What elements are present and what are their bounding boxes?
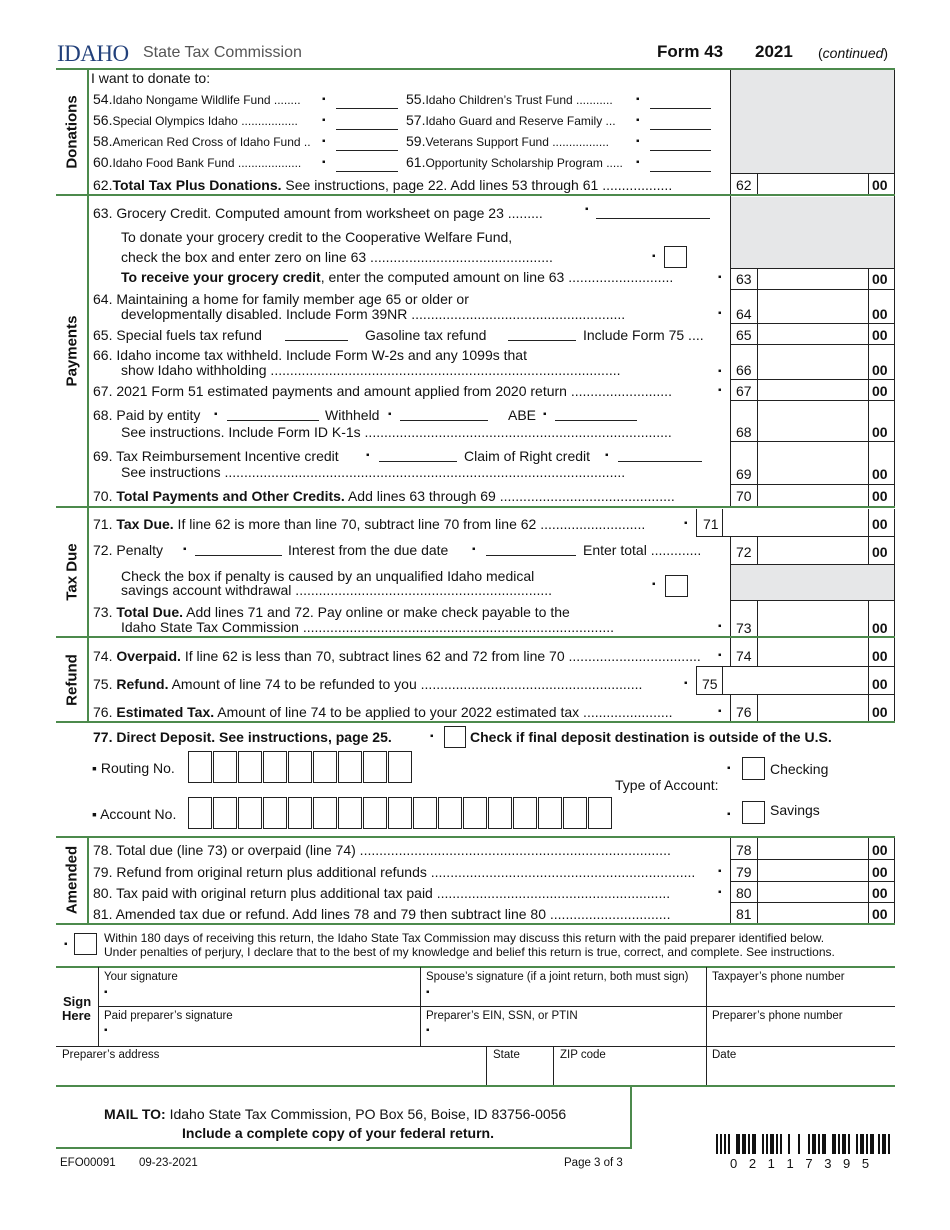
state-field[interactable]: [487, 1047, 553, 1085]
bullet: ▪: [183, 544, 187, 555]
col-line: [696, 509, 697, 536]
line-68-abe: ABE: [508, 407, 537, 423]
foreign-deposit-checkbox[interactable]: [444, 726, 466, 748]
line-68-cents: 00: [872, 424, 888, 440]
line-66-text2: show Idaho withholding ..........................................................................................: [121, 362, 621, 378]
line-63-amount[interactable]: [758, 269, 868, 289]
bullet: ▪: [718, 308, 722, 319]
preparer-discuss-checkbox[interactable]: [74, 933, 97, 955]
section-rule: [56, 506, 895, 508]
donation-60: 60.Idaho Food Bank Fund ...................: [93, 154, 302, 170]
agency-name: State Tax Commission: [143, 44, 302, 61]
bullet: ▪: [543, 409, 547, 420]
your-signature-label: Your signature: [104, 971, 178, 983]
line-71-cents: 00: [872, 516, 888, 532]
bullet: ▪: [605, 450, 609, 461]
col-line: [868, 509, 869, 536]
bullet: ▪: [727, 809, 731, 820]
line-67-text: 67. 2021 Form 51 estimated payments and amount applied from 2020 return ..........................: [93, 383, 672, 399]
bullet: ▪: [214, 409, 218, 420]
line-69-text2: See instructions .......................................................................................................: [121, 464, 626, 480]
donation-61-input[interactable]: [650, 170, 711, 172]
page-number: Page 3 of 3: [564, 1157, 623, 1169]
section-refund: Refund: [63, 654, 81, 706]
form-year: 2021: [755, 42, 793, 61]
form-code: EFO00091: [60, 1157, 116, 1169]
preparer-address-label: Preparer’s address: [62, 1049, 160, 1061]
donation-57: 57.Idaho Guard and Reserve Family ...: [406, 112, 616, 128]
col-line: [868, 638, 869, 722]
bullet: ▪: [636, 94, 640, 105]
line-65-gasoline: Gasoline tax refund: [365, 327, 487, 343]
routing-label: ▪ Routing No.: [92, 760, 175, 776]
tax-reimbursement-input[interactable]: [379, 460, 457, 462]
line-73-number: 73: [736, 620, 752, 636]
line-64-number: 64: [736, 306, 752, 322]
line-79-amount[interactable]: [758, 860, 868, 881]
bullet: ▪: [718, 866, 722, 877]
section-payments: Payments: [63, 315, 81, 387]
bullet: ▪: [727, 763, 731, 774]
col-line: [894, 70, 895, 194]
col-line: [894, 196, 895, 506]
line-64-amount[interactable]: [758, 290, 868, 322]
line-81-cents: 00: [872, 906, 888, 922]
preparer-phone-field[interactable]: [707, 1007, 895, 1046]
foreign-deposit-label: Check if final deposit destination is outside of the U.S.: [470, 729, 832, 745]
bullet: ▪: [322, 115, 326, 126]
line-69-claim: Claim of Right credit: [464, 448, 591, 464]
line-66-number: 66: [736, 362, 752, 378]
gray-area-donations: [731, 70, 894, 173]
col-line: [868, 174, 869, 194]
your-signature-field[interactable]: [99, 967, 420, 1006]
line-72-interest: Interest from the due date: [288, 542, 449, 558]
line-72-number: 72: [736, 544, 752, 560]
line-68-text2: See instructions. Include Form ID K-1s ...............................................................................: [121, 424, 672, 440]
donation-58-input[interactable]: [336, 149, 398, 151]
spouse-signature-label: Spouse’s signature (if a joint return, both must sign): [426, 971, 689, 983]
line-62-cents: 00: [872, 177, 888, 193]
donation-56: 56.Special Olympics Idaho .................: [93, 112, 298, 128]
line-72-cents: 00: [872, 544, 888, 560]
paid-by-entity-input[interactable]: [227, 419, 319, 421]
donation-54-input[interactable]: [336, 107, 398, 109]
col-line: [868, 536, 869, 564]
line-73-text: 73. Total Due. Add lines 71 and 72. Pay online or make check payable to the: [93, 604, 570, 620]
line-64-text2: developmentally disabled. Include Form 39NR .......................................................: [121, 306, 626, 322]
line-79-cents: 00: [872, 864, 888, 880]
donations-intro: I want to donate to:: [91, 70, 211, 86]
preparer-signature-field[interactable]: [99, 1007, 420, 1046]
donation-60-input[interactable]: [336, 170, 398, 172]
checking-label: Checking: [770, 761, 829, 777]
date-field[interactable]: [707, 1047, 895, 1085]
bullet: ▪: [652, 251, 656, 262]
penalty-input[interactable]: [195, 554, 282, 556]
line-63-cents: 00: [872, 271, 888, 287]
donation-57-input[interactable]: [650, 128, 711, 130]
donation-56-input[interactable]: [336, 128, 398, 130]
line-69-number: 69: [736, 466, 752, 482]
interest-input[interactable]: [486, 554, 576, 556]
line-62: 62.Total Tax Plus Donations. See instructions, page 22. Add lines 53 through 61 ..................: [93, 177, 673, 193]
line-75-amount[interactable]: [723, 667, 868, 694]
col-line: [730, 70, 731, 194]
hsa-penalty-checkbox[interactable]: [665, 575, 688, 597]
bullet: ▪: [322, 136, 326, 147]
line-78-number: 78: [736, 842, 752, 858]
section-tax-due: Tax Due: [63, 543, 81, 601]
col-line: [730, 196, 731, 506]
line-73-text2: Idaho State Tax Commission ................................................................................: [121, 619, 615, 635]
line-70-cents: 00: [872, 488, 888, 504]
withheld-input[interactable]: [400, 419, 488, 421]
checking-checkbox[interactable]: [742, 757, 765, 780]
col-line: [868, 600, 869, 637]
state-label: State: [493, 1049, 520, 1061]
line-75-cents: 00: [872, 676, 888, 692]
bullet: ▪: [636, 136, 640, 147]
mail-to-address: MAIL TO: Idaho State Tax Commission, PO Box 56, Boise, ID 83756-0056: [104, 1106, 567, 1122]
line-62-amount[interactable]: [758, 174, 868, 194]
line-80-text: 80. Tax paid with original return plus additional tax paid ............................................................: [93, 885, 671, 901]
bullet: ▪: [426, 987, 430, 998]
line-68-amount[interactable]: [758, 401, 868, 441]
line-78-amount[interactable]: [758, 839, 868, 859]
line-67-amount[interactable]: [758, 380, 868, 400]
line-74-amount[interactable]: [758, 638, 868, 666]
line-78-text: 78. Total due (line 73) or overpaid (line 74) ................................................................................: [93, 842, 671, 858]
bullet: ▪: [64, 939, 68, 950]
bullet: ▪: [718, 366, 722, 377]
line-67-number: 67: [736, 383, 752, 399]
section-rule: [56, 194, 895, 196]
bullet: ▪: [652, 579, 656, 590]
line-70-number: 70: [736, 488, 752, 504]
line-79-text: 79. Refund from original return plus additional refunds ....................................................................: [93, 864, 696, 880]
line-67-cents: 00: [872, 383, 888, 399]
line-80-number: 80: [736, 885, 752, 901]
col-line: [730, 638, 731, 666]
line-71-text: 71. Tax Due. If line 62 is more than line 70, subtract line 70 from line 62 ...........................: [93, 516, 646, 532]
line-74-number: 74: [736, 648, 752, 664]
taxpayer-phone-field[interactable]: [707, 967, 895, 1006]
account-type-label: Type of Account:: [615, 777, 719, 793]
preparer-note-1: Within 180 days of receiving this return, the Idaho State Tax Commission may discuss this return with the paid preparer identified below.: [104, 931, 825, 945]
preparer-ein-field[interactable]: [421, 1007, 706, 1046]
zip-field[interactable]: [554, 1047, 706, 1085]
section-divider: [87, 69, 89, 722]
mail-box-border: [630, 1086, 632, 1148]
line-70-amount[interactable]: [758, 485, 868, 505]
line-80-amount[interactable]: [758, 882, 868, 902]
section-rule: [56, 923, 895, 925]
line-66-text: 66. Idaho income tax withheld. Include Form W-2s and any 1099s that: [93, 347, 527, 363]
line-64-text: 64. Maintaining a home for family member age 65 or older or: [93, 291, 469, 307]
taxpayer-phone-label: Taxpayer’s phone number: [712, 971, 845, 983]
bullet: ▪: [636, 115, 640, 126]
line-74-text: 74. Overpaid. If line 62 is less than 70, subtract lines 62 and 72 from line 70 ..................................: [93, 648, 701, 664]
gasoline-input[interactable]: [508, 339, 576, 341]
account-label: ▪ Account No.: [92, 806, 177, 822]
section-divider-amended: [87, 837, 89, 923]
idaho-logo: IDAHO: [57, 41, 129, 66]
donation-55-input[interactable]: [650, 107, 711, 109]
line-72-amount[interactable]: [758, 537, 868, 564]
savings-checkbox[interactable]: [742, 801, 765, 824]
gray-area-grocery: [731, 197, 894, 268]
line-69-amount[interactable]: [758, 442, 868, 484]
routing-number-input[interactable]: [188, 751, 413, 783]
line-76-amount[interactable]: [758, 695, 868, 722]
bullet: ▪: [426, 1025, 430, 1036]
line-73-cents: 00: [872, 620, 888, 636]
grocery-computed-input[interactable]: [596, 217, 710, 219]
line-65-number: 65: [736, 327, 752, 343]
col-line: [696, 666, 697, 694]
date-label: Date: [712, 1049, 737, 1061]
line-70-text: 70. Total Payments and Other Credits. Add lines 63 through 69 .............................................: [93, 488, 675, 504]
section-donations: Donations: [63, 95, 81, 169]
bullet: ▪: [104, 1025, 108, 1036]
bullet: ▪: [718, 650, 722, 661]
line-63-number: 63: [736, 271, 752, 287]
special-fuels-input[interactable]: [285, 339, 348, 341]
line-68-number: 68: [736, 424, 752, 440]
bullet: ▪: [366, 450, 370, 461]
line-76-text: 76. Estimated Tax. Amount of line 74 to be applied to your 2022 estimated tax .......................: [93, 704, 673, 720]
line-74-cents: 00: [872, 648, 888, 664]
donation-59: 59.Veterans Support Fund .................: [406, 133, 609, 149]
line-63-receive-text: To receive your grocery credit, enter the computed amount on line 63 ...........................: [121, 269, 674, 285]
preparer-signature-label: Paid preparer’s signature: [104, 1010, 233, 1022]
line-71-amount[interactable]: [723, 509, 868, 536]
bullet: ▪: [104, 987, 108, 998]
mail-note: Include a complete copy of your federal return.: [182, 1125, 494, 1141]
line-76-cents: 00: [872, 704, 888, 720]
line-69-text: 69. Tax Reimbursement Incentive credit: [93, 448, 339, 464]
donation-58: 58.American Red Cross of Idaho Fund ..: [93, 133, 311, 149]
line-75-number: 75: [702, 676, 718, 692]
bullet: ▪: [718, 706, 722, 717]
claim-of-right-input[interactable]: [618, 460, 702, 462]
bullet: ▪: [718, 272, 722, 283]
col-line: [730, 536, 731, 637]
col-line: [894, 509, 895, 637]
line-71-number: 71: [703, 516, 719, 532]
barcode-number: 0 2 1 1 7 3 9 5: [730, 1156, 874, 1171]
line-72-text: 72. Penalty: [93, 542, 164, 558]
line-81-text: 81. Amended tax due or refund. Add lines 78 and 79 then subtract line 80 ...............................: [93, 906, 671, 922]
line-75-text: 75. Refund. Amount of line 74 to be refunded to you .........................................................: [93, 676, 643, 692]
bullet: ▪: [585, 204, 589, 215]
line-64-cents: 00: [872, 306, 888, 322]
donation-55: 55.Idaho Children’s Trust Fund ...........: [406, 91, 613, 107]
savings-label: Savings: [770, 802, 820, 818]
gray-area-hsa: [731, 564, 894, 600]
line-65-form75: Include Form 75 ....: [583, 327, 704, 343]
grocery-donate-checkbox[interactable]: [664, 246, 687, 268]
abe-input[interactable]: [555, 419, 637, 421]
line-72-hsa-text: Check the box if penalty is caused by an unqualified Idaho medical: [121, 568, 535, 584]
sign-here-label-1: Sign: [63, 994, 92, 1009]
bullet: ▪: [322, 94, 326, 105]
bullet: ▪: [684, 518, 688, 529]
row-rule: [730, 564, 895, 565]
preparer-address-field[interactable]: [57, 1047, 486, 1085]
bullet: ▪: [684, 678, 688, 689]
preparer-ein-label: Preparer’s EIN, SSN, or PTIN: [426, 1010, 578, 1022]
line-66-cents: 00: [872, 362, 888, 378]
line-76-number: 76: [736, 704, 752, 720]
line-65-amount[interactable]: [758, 324, 868, 344]
line-63-text: 63. Grocery Credit. Computed amount from worksheet on page 23 .........: [93, 205, 543, 221]
col-line: [730, 694, 731, 722]
line-72-hsa-text2: savings account withdrawal ..................................................................: [121, 582, 553, 598]
bullet: ▪: [430, 731, 434, 742]
line-62-number: 62: [736, 177, 752, 193]
account-number-input[interactable]: [188, 797, 613, 829]
preparer-note-2: Under penalties of perjury, I declare that to the best of my knowledge and belief this return is true, correct, and complete. See instructions.: [104, 945, 835, 959]
line-63-donate-text2: check the box and enter zero on line 63 ...............................................: [121, 249, 553, 265]
line-63-donate-text: To donate your grocery credit to the Cooperative Welfare Fund,: [121, 229, 513, 245]
line-81-amount[interactable]: [758, 903, 868, 923]
bullet: ▪: [718, 385, 722, 396]
form-revision-date: 09-23-2021: [139, 1157, 198, 1169]
col-line: [868, 268, 869, 506]
line-68-text: 68. Paid by entity: [93, 407, 201, 423]
line-66-amount[interactable]: [758, 345, 868, 378]
bullet: ▪: [718, 621, 722, 632]
donation-54: 54.Idaho Nongame Wildlife Fund ........: [93, 91, 301, 107]
line-77-text: 77. Direct Deposit. See instructions, page 25.: [93, 729, 392, 745]
section-amended: Amended: [63, 845, 81, 915]
form-number: Form 43: [657, 42, 724, 61]
section-rule: [56, 1085, 895, 1087]
col-line: [894, 638, 895, 722]
preparer-phone-label: Preparer’s phone number: [712, 1010, 843, 1022]
line-65-text: 65. Special fuels tax refund: [93, 327, 262, 343]
line-80-cents: 00: [872, 885, 888, 901]
mail-box-bottom: [56, 1147, 632, 1149]
bullet: ▪: [388, 409, 392, 420]
bullet: ▪: [636, 157, 640, 168]
zip-label: ZIP code: [560, 1049, 606, 1061]
donation-61: 61.Opportunity Scholarship Program .....: [406, 154, 623, 170]
line-81-number: 81: [736, 906, 752, 922]
continued-label: (continued): [818, 45, 889, 61]
sign-here-label-2: Here: [62, 1008, 91, 1023]
line-78-cents: 00: [872, 842, 888, 858]
line-73-amount[interactable]: [758, 601, 868, 637]
bullet: ▪: [472, 544, 476, 555]
line-79-number: 79: [736, 864, 752, 880]
bullet: ▪: [718, 887, 722, 898]
line-65-cents: 00: [872, 327, 888, 343]
line-72-total: Enter total .............: [583, 542, 702, 558]
bullet: ▪: [322, 157, 326, 168]
section-rule: [56, 721, 895, 723]
spouse-signature-field[interactable]: [421, 967, 706, 1006]
line-69-cents: 00: [872, 466, 888, 482]
barcode-icon: [716, 1134, 892, 1154]
line-68-withheld: Withheld: [325, 407, 380, 423]
donation-59-input[interactable]: [650, 149, 711, 151]
section-rule: [56, 836, 895, 838]
